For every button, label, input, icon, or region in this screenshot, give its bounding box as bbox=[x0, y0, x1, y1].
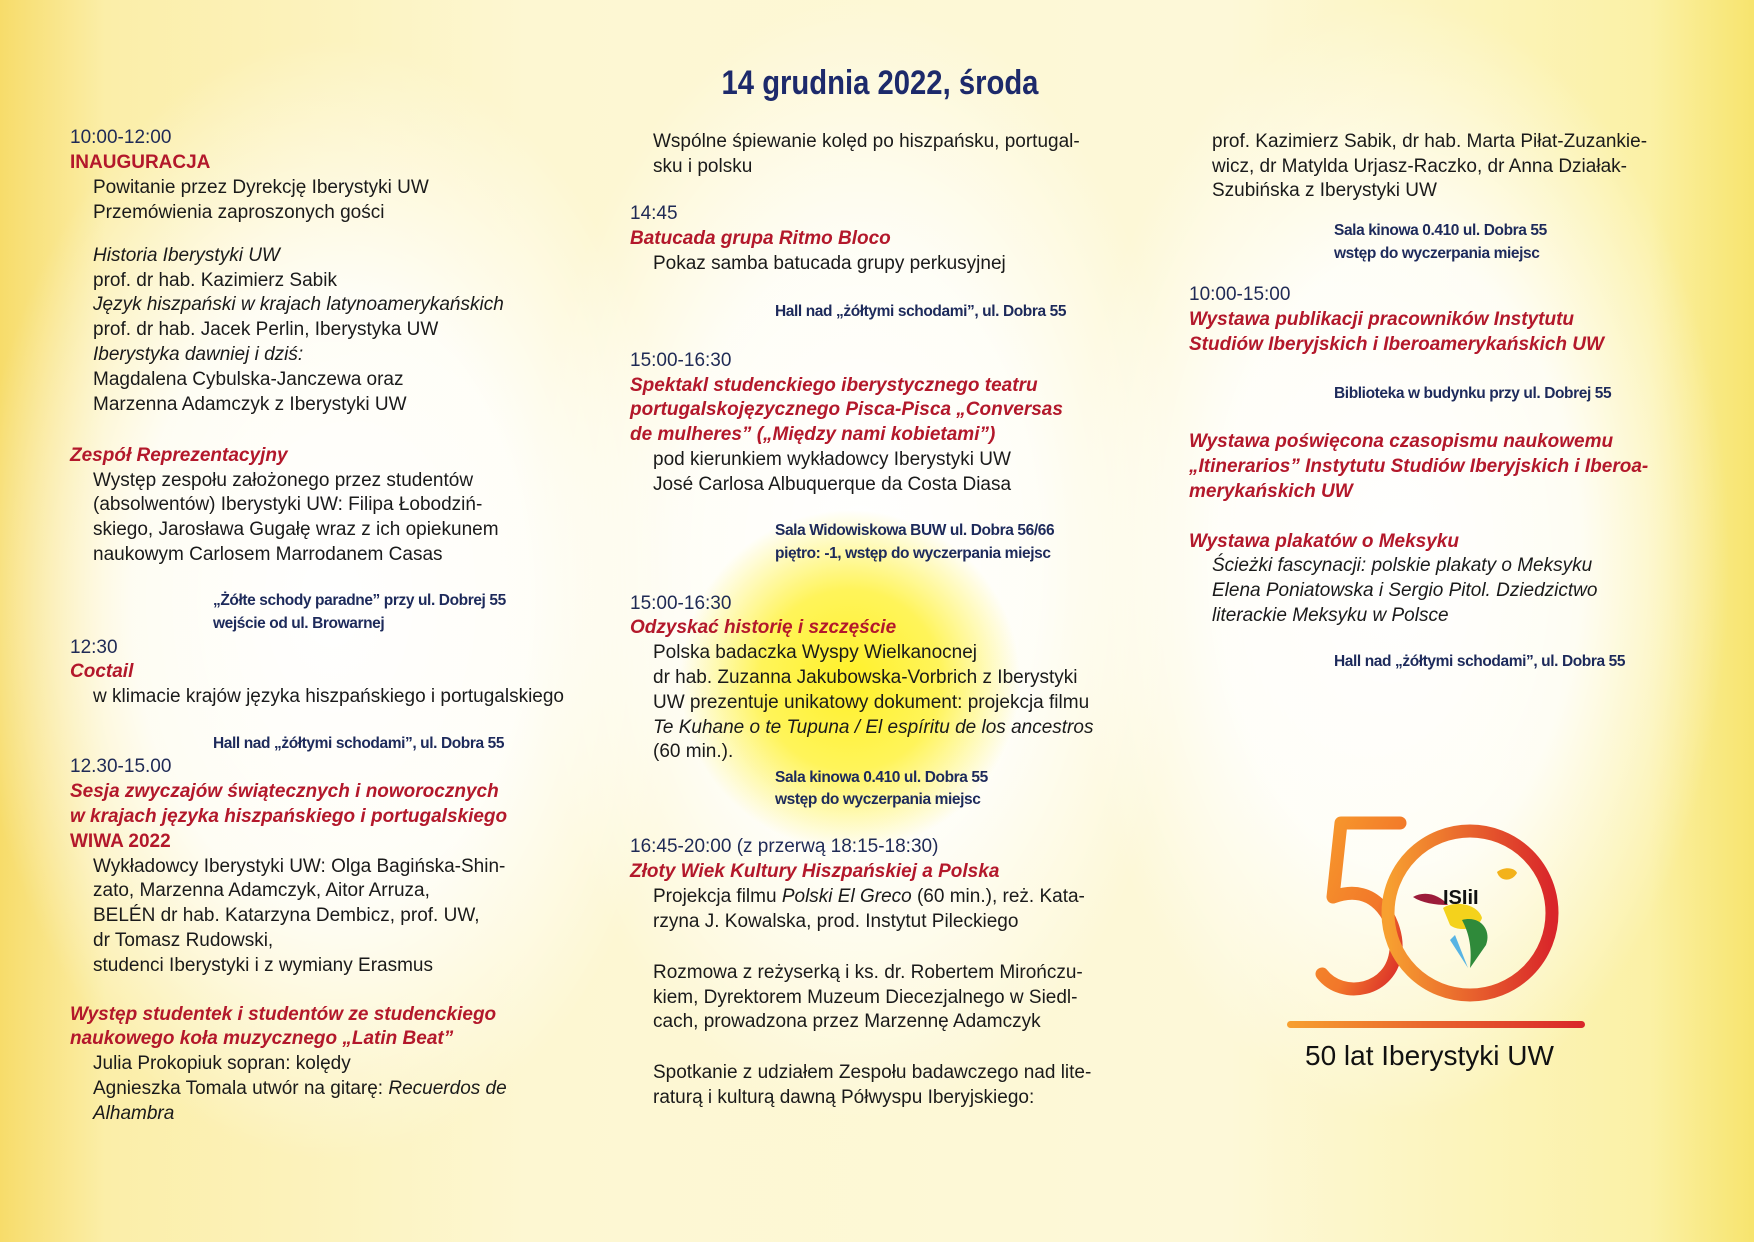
event-description: Powitanie przez Dyrekcję Iberystyki UW bbox=[93, 177, 429, 199]
event-title: Spektakl studenckiego iberystycznego teatru bbox=[630, 374, 1038, 396]
event-description: Marzenna Adamczyk z Iberystyki UW bbox=[93, 393, 407, 415]
text-segment: (60 min.), reż. Kata- bbox=[911, 886, 1085, 908]
isiii-emblem bbox=[1413, 868, 1517, 968]
venue-line: Hall nad „żółtymi schodami”, ul. Dobra 55 bbox=[213, 734, 505, 752]
event-title: INAUGURACJA bbox=[70, 152, 211, 174]
event-description: rzyna J. Kowalska, prod. Instytut Pileckiego bbox=[653, 910, 1019, 932]
logo-divider bbox=[1287, 1021, 1585, 1028]
title-italic: Polski El Greco bbox=[781, 886, 912, 908]
event-title: Wystawa plakatów o Meksyku bbox=[1189, 530, 1459, 552]
title-italic: Recuerdos de bbox=[388, 1077, 507, 1099]
event-title: Coctail bbox=[70, 661, 134, 683]
event-title: naukowego koła muzycznego „Latin Beat” bbox=[70, 1028, 454, 1050]
venue-line: Sala kinowa 0.410 ul. Dobra 55 bbox=[775, 768, 988, 786]
event-description: Historia Iberystyki UW bbox=[93, 244, 280, 266]
venue-line: wejście od ul. Browarnej bbox=[213, 615, 385, 633]
event-description: prof. Kazimierz Sabik, dr hab. Marta Piłat-Zuzankie- bbox=[1212, 130, 1648, 152]
number-50-mark bbox=[1322, 823, 1552, 995]
event-description: Wspólne śpiewanie kolęd po hiszpańsku, portugal- bbox=[653, 130, 1080, 152]
event-description: wicz, dr Matylda Urjasz-Raczko, dr Anna Działak- bbox=[1212, 155, 1627, 177]
event-description: Przemówienia zaproszonych gości bbox=[93, 201, 385, 223]
event-description: Rozmowa z reżyserką i ks. dr. Robertem Mirończu- bbox=[653, 961, 1083, 983]
event-description: dr Tomasz Rudowski, bbox=[93, 929, 274, 951]
event-title: portugalskojęzycznego Pisca-Pisca „Conversas bbox=[630, 399, 1063, 421]
event-description: Występ zespołu założonego przez studentów bbox=[93, 469, 474, 491]
event-description: Spotkanie z udziałem Zespołu badawczego nad lite- bbox=[653, 1062, 1092, 1084]
event-title: Złoty Wiek Kultury Hiszpańskiej a Polska bbox=[630, 861, 1000, 883]
emblem-text: ISIiI bbox=[1443, 887, 1479, 909]
event-description: Pokaz samba batucada grupy perkusyjnej bbox=[653, 252, 1006, 274]
event-time: 15:00-16:30 bbox=[630, 349, 732, 371]
venue-line: „Żółte schody paradne” przy ul. Dobrej 55 bbox=[213, 592, 506, 610]
text-segment: Agnieszka Tomala utwór na gitarę: bbox=[93, 1077, 389, 1099]
text-segment: Projekcja filmu bbox=[653, 886, 782, 908]
event-description: kiem, Dyrektorem Muzeum Diecezjalnego w Siedl- bbox=[653, 986, 1078, 1008]
event-description: naukowym Carlosem Marrodanem Casas bbox=[93, 543, 443, 565]
event-time: 10:00-15:00 bbox=[1189, 284, 1291, 306]
page-title: 14 grudnia 2022, środa bbox=[721, 64, 1039, 102]
event-description: Wykładowcy Iberystyki UW: Olga Bagińska-Shin- bbox=[93, 855, 506, 877]
event-title: w krajach języka hiszpańskiego i portugalskiego bbox=[70, 805, 508, 827]
event-time: 12.30-15.00 bbox=[70, 756, 172, 778]
event-description: Magdalena Cybulska-Janczewa oraz bbox=[93, 368, 404, 390]
event-description: Szubińska z Iberystyki UW bbox=[1212, 180, 1437, 202]
event-title: Wystawa poświęcona czasopismu naukowemu bbox=[1189, 431, 1614, 453]
event-description: studenci Iberystyki i z wymiany Erasmus bbox=[93, 954, 433, 976]
venue-line: Sala Widowiskowa BUW ul. Dobra 56/66 bbox=[775, 522, 1055, 540]
event-description: Iberystyka dawniej i dziś: bbox=[93, 344, 304, 366]
event-description: UW prezentuje unikatowy dokument: projekcja filmu bbox=[653, 691, 1090, 713]
venue-line: Hall nad „żółtymi schodami”, ul. Dobra 55 bbox=[1334, 653, 1626, 671]
event-description: Alhambra bbox=[93, 1102, 175, 1124]
event-description: dr hab. Zuzanna Jakubowska-Vorbrich z Iberystyki bbox=[653, 667, 1078, 688]
event-time: 12:30 bbox=[70, 636, 118, 658]
event-description: cach, prowadzona przez Marzennę Adamczyk bbox=[653, 1011, 1041, 1033]
event-title: Odzyskać historię i szczęście bbox=[630, 617, 897, 639]
event-description: prof. dr hab. Kazimierz Sabik bbox=[93, 269, 337, 291]
venue-line: Biblioteka w budynku przy ul. Dobrej 55 bbox=[1334, 384, 1612, 402]
event-title: Batucada grupa Ritmo Bloco bbox=[630, 227, 891, 249]
event-description: José Carlosa Albuquerque da Costa Diasa bbox=[653, 473, 1012, 495]
venue-line: Sala kinowa 0.410 ul. Dobra 55 bbox=[1334, 222, 1547, 240]
event-description: Julia Prokopiuk sopran: kolędy bbox=[93, 1053, 351, 1075]
venue-line: piętro: -1, wstęp do wyczerpania miejsc bbox=[775, 545, 1051, 563]
event-description: Te Kuhane o te Tupuna / El espíritu de los ancestros bbox=[653, 716, 1094, 738]
event-description: w klimacie krajów języka hiszpańskiego i portugalskiego bbox=[93, 686, 564, 708]
event-description: skiego, Jarosława Gugałę wraz z ich opiekunem bbox=[93, 519, 499, 541]
event-title: WIWA 2022 bbox=[70, 830, 171, 852]
event-description: pod kierunkiem wykładowcy Iberystyki UW bbox=[653, 449, 1011, 471]
event-description: (60 min.). bbox=[653, 741, 734, 763]
event-title: „Itinerarios” Instytutu Studiów Iberyjskich i Iberoa- bbox=[1189, 455, 1649, 477]
event-description: BELÉN dr hab. Katarzyna Dembicz, prof. UW, bbox=[93, 905, 480, 927]
event-time: 14:45 bbox=[630, 203, 678, 225]
event-title: Występ studentek i studentów ze studenckiego bbox=[70, 1003, 497, 1025]
event-title: Sesja zwyczajów świątecznych i noworocznych bbox=[70, 781, 499, 803]
event-description: Polska badaczka Wyspy Wielkanocnej bbox=[653, 642, 978, 664]
event-title: de mulheres” („Między nami kobietami”) bbox=[630, 424, 996, 446]
event-description: zato, Marzenna Adamczyk, Aitor Arruza, bbox=[93, 880, 430, 902]
event-description: sku i polsku bbox=[653, 155, 753, 177]
event-description: Ścieżki fascynacji: polskie plakaty o Meksyku bbox=[1212, 555, 1593, 577]
event-description: Elena Poniatowska i Sergio Pitol. Dziedzictwo bbox=[1212, 580, 1598, 602]
event-time: 16:45-20:00 (z przerwą 18:15-18:30) bbox=[630, 836, 939, 858]
event-title: merykańskich UW bbox=[1189, 480, 1353, 502]
event-title: Wystawa publikacji pracowników Instytutu bbox=[1189, 309, 1575, 331]
venue-line: Hall nad „żółtymi schodami”, ul. Dobra 55 bbox=[775, 303, 1067, 321]
event-time: 10:00-12:00 bbox=[70, 127, 172, 149]
event-title: Zespół Reprezentacyjny bbox=[70, 444, 288, 466]
venue-line: wstęp do wyczerpania miejsc bbox=[775, 791, 981, 809]
event-description: literackie Meksyku w Polsce bbox=[1212, 604, 1449, 626]
logo-caption: 50 lat Iberystyki UW bbox=[1305, 1040, 1554, 1071]
event-description: Język hiszpański w krajach latynoamerykańskich bbox=[93, 294, 504, 316]
event-description: raturą i kulturą dawną Półwyspu Iberyjskiego: bbox=[653, 1087, 1035, 1109]
event-description: (absolwentów) Iberystyki UW: Filipa Łobodziń- bbox=[93, 494, 483, 516]
event-description: prof. dr hab. Jacek Perlin, Iberystyka UW bbox=[93, 319, 439, 341]
venue-line: wstęp do wyczerpania miejsc bbox=[1334, 244, 1540, 262]
event-time: 15:00-16:30 bbox=[630, 592, 732, 614]
event-title: Studiów Iberyjskich i Iberoamerykańskich UW bbox=[1189, 333, 1604, 355]
